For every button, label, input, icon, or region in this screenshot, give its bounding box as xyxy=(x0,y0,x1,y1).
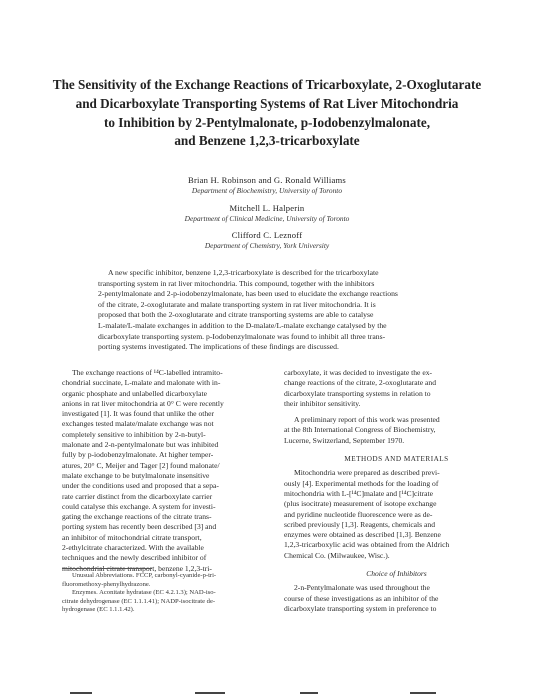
methods-line: mitochondria with L-[¹⁴C]malate and [¹⁴C]citrate xyxy=(284,488,434,498)
methods-line: Mitochondria were prepared as described previ- xyxy=(294,468,440,478)
body-line: malate exchange to be butylmalonate insensitive xyxy=(62,470,210,480)
abstract-line: L-malate/L-malate exchanges in addition to the D-malate/L-malate exchange catalysed by the xyxy=(98,320,387,330)
scan-mark xyxy=(300,692,318,694)
author-affiliation: Department of Chemistry, York University xyxy=(204,241,330,250)
title-line: and Benzene 1,2,3-tricarboxylate xyxy=(174,133,360,149)
body-line: porting system has recently been described [3] and xyxy=(62,522,217,532)
author-names: Clifford C. Leznoff xyxy=(231,230,303,240)
author-names: Mitchell L. Halperin xyxy=(229,203,305,213)
scan-mark xyxy=(410,692,436,694)
footnote-line: citrate dehydrogenase (EC 1.1.1.41); NADP-isocitrate de- xyxy=(62,597,216,605)
body-line: completely sensitive to inhibition by 2-n-butyl- xyxy=(62,429,206,439)
body-line: their inhibitor sensitivity. xyxy=(284,398,361,408)
body-line: rate carrier distinct from the dicarboxylate carrier xyxy=(62,491,213,501)
body-line: organic phosphate and unlabelled dicarboxylate xyxy=(62,388,207,398)
body-left-column xyxy=(62,368,287,574)
abstract-line: proposed that both the 2-oxoglutarate and citrate transporting systems are able to catalyse xyxy=(98,310,374,320)
abstract-line: porting systems investigated. The implications of these findings are discussed. xyxy=(98,342,339,352)
title-line: and Dicarboxylate Transporting Systems of Rat Liver Mitochondria xyxy=(75,95,459,111)
scan-mark xyxy=(70,692,92,694)
body-line: exchanges tested malate/malate exchange was not xyxy=(62,419,214,429)
body-right-column xyxy=(284,368,509,614)
author-names: Brian H. Robinson and G. Ronald Williams xyxy=(188,175,346,185)
body-line: The exchange reactions of ¹⁴C-labelled intramito- xyxy=(72,368,223,377)
footnote-line: fluoromethoxy-phenylhydrazone. xyxy=(62,580,151,588)
inhibitors-line: 2-n-Pentylmalonate was used throughout the xyxy=(294,583,430,593)
abstract-line: transporting system in rat liver mitochondria. This compound, together with the inhibitors xyxy=(98,278,375,288)
body-line: chondrial succinate, L-malate and malonate with in- xyxy=(62,378,221,388)
abstract-line: A new specific inhibitor, benzene 1,2,3-tricarboxylate is described for the tricarboxylate xyxy=(108,268,379,277)
body-line: could catalyse this exchange. A system for investi- xyxy=(62,501,216,511)
body-line: anions in rat liver mitochondria at 0° C were recently xyxy=(62,398,224,408)
body-line: dicarboxylate transporting systems in relation to xyxy=(284,388,431,398)
body-line: techniques and the newly described inhibitor of xyxy=(62,553,207,563)
methods-line: scribed previously [1,3]. Reagents, chemicals and xyxy=(284,519,435,529)
section-heading-methods: METHODS AND MATERIALS xyxy=(344,455,449,464)
methods-line: and pyridine nucleotide fluorescence were as de- xyxy=(284,509,433,519)
article-title xyxy=(40,76,494,151)
body-line: investigated [1]. It was found that unlike the other xyxy=(62,409,215,419)
author-affiliation: Department of Clinical Medicine, University of Toronto xyxy=(184,214,350,223)
methods-line: enzymes were obtained as described [1,3]. Benzene xyxy=(284,530,441,540)
author-block-1 xyxy=(0,175,534,196)
subsection-heading-inhibitors: Choice of Inhibitors xyxy=(366,569,427,579)
title-line: to Inhibition by 2-Pentylmalonate, p-Iodobenzylmalonate, xyxy=(103,114,431,130)
body-line: fully by p-iodobenzylmalonate. At higher temper- xyxy=(62,450,214,460)
body-line: mitochondrial citrate transport, benzene 1,2,3-tri- xyxy=(62,563,212,573)
scan-edge-marks xyxy=(0,688,534,700)
abstract xyxy=(98,268,438,353)
footnote-line: Unusual Abbreviations. FCCP, carbonyl-cyanide-p-tri- xyxy=(72,572,217,579)
author-affiliation: Department of Biochemistry, University of Toronto xyxy=(191,186,343,195)
abstract-line: 2-pentylmalonate and 2-p-iodobenzylmalonate, has been used to elucidate the exchange reactions xyxy=(98,289,398,299)
body-line: change reactions of the citrate, 2-oxoglutarate and xyxy=(284,378,437,388)
body-line: malonate and 2-n-pentylmalonate but was inhibited xyxy=(62,440,219,450)
scan-mark xyxy=(195,692,225,694)
body-line: carboxylate, it was decided to investigate the ex- xyxy=(284,368,433,377)
body-line: 2-ethylcitrate characterized. With the available xyxy=(62,543,204,553)
body-line: gating the exchange reactions of the citrate trans- xyxy=(62,512,212,522)
methods-line: (plus isocitrate) measurement of isotope exchange xyxy=(284,499,437,509)
footnote-rule xyxy=(62,568,152,569)
report-line: at the 8th International Congress of Biochemistry, xyxy=(284,425,436,435)
report-line: A preliminary report of this work was presented xyxy=(294,415,440,425)
methods-line: ously [4]. Experimental methods for the loading of xyxy=(284,478,439,488)
report-line: Lucerne, Switzerland, September 1970. xyxy=(284,435,405,445)
author-block-3 xyxy=(0,230,534,251)
inhibitors-line: dicarboxylate transporting system in preference to xyxy=(284,603,437,613)
abstract-line: dicarboxylate transporting system. p-Iodobenzylmalonate was found to inhibit all three trans- xyxy=(98,331,386,341)
footnotes xyxy=(62,572,287,615)
body-line: atures, 20° C, Meijer and Tager [2] found malonate/ xyxy=(62,460,220,470)
title-line: The Sensitivity of the Exchange Reactions of Tricarboxylate, 2-Oxoglutarate xyxy=(52,77,482,92)
methods-line: Chemical Co. (Milwaukee, Wisc.). xyxy=(284,550,390,560)
body-line: under the conditions used and proposed that a sepa- xyxy=(62,481,219,491)
author-block-2 xyxy=(0,203,534,224)
inhibitors-line: course of these investigations as an inhibitor of the xyxy=(284,593,439,603)
abstract-line: of the citrate, 2-oxoglutarate and malate transporting system in rat liver mitochondria. It is xyxy=(98,299,376,309)
footnote-line: Enzymes. Aconitate hydratase (EC 4.2.1.3); NAD-iso- xyxy=(72,589,216,597)
methods-line: 1,2,3-tricarboxylic acid was obtained from the Aldrich xyxy=(284,540,450,550)
footnote-line: hydrogenase (EC 1.1.1.42). xyxy=(62,606,135,614)
body-line: an inhibitor of mitochondrial citrate transport, xyxy=(62,532,202,542)
